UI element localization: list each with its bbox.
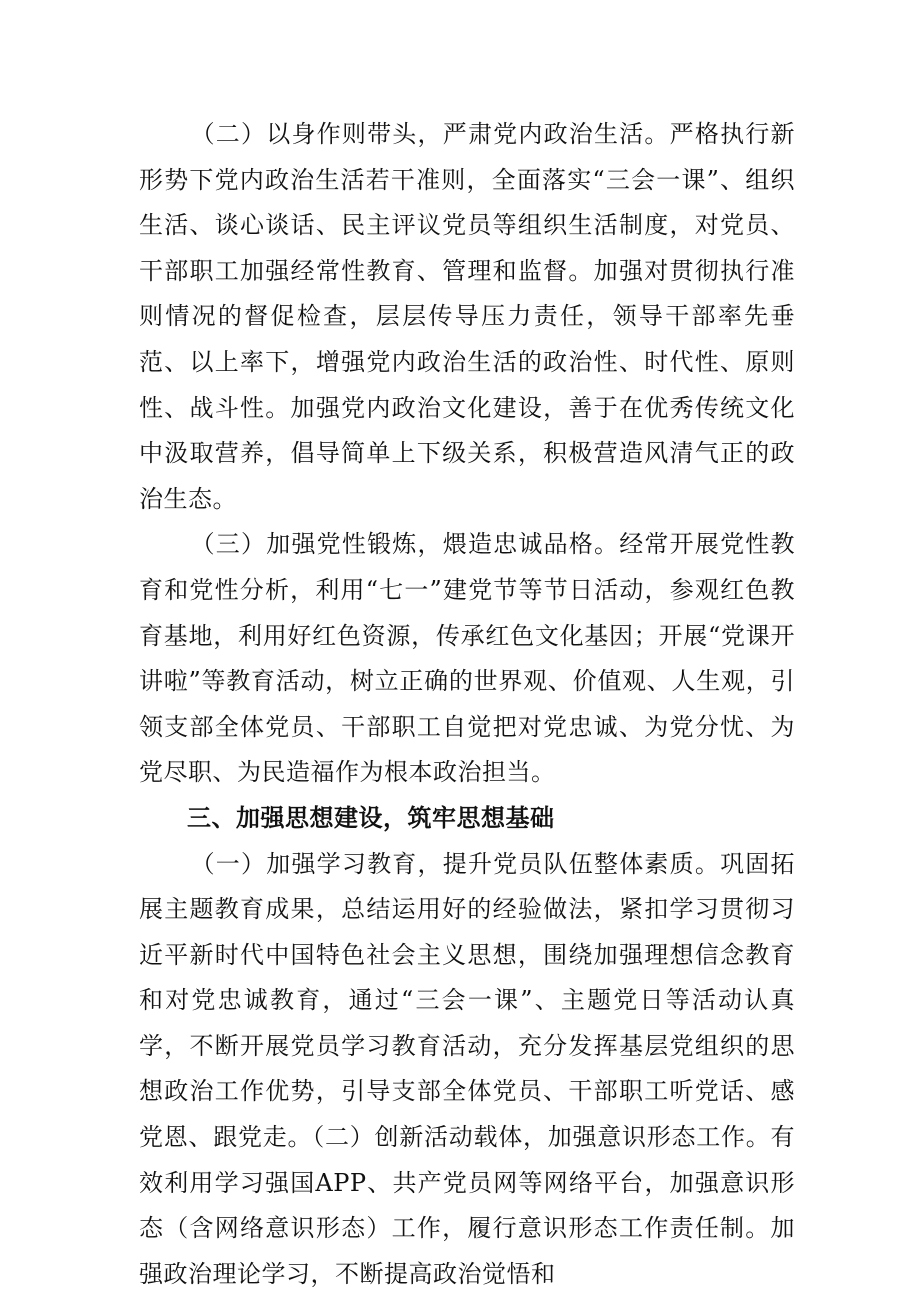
paragraph-study-education: （一）加强学习教育，提升党员队伍整体素质。巩固拓展主题教育成果，总结运用好的经验做法，紧扣学习贯彻习近平新时代中国特色社会主义思想，围绕加强理想信念教育和对党忠诚教育，通过“三会一课”、主题党日等活动认真学，不断开展党员学习教育活动，充分发挥基层党组织的思想政治工作优势，引导支部全体党员、干部职工听党话、感党恩、跟党走。（二）创新活动载体，加强意识形态工作。有效利用学习强国APP、共产党员网等网络平台，加强意识形态（含网络意识形态）工作，履行意识形态工作责任制。加强政治理论学习，不断提高政治觉悟和 (139, 849, 795, 1288)
document-body (139, 112, 795, 1297)
section-heading: 三、加强思想建设，筑牢思想基础 (187, 803, 555, 832)
paragraph-party-political-life: （二）以身作则带头，严肃党内政治生活。严格执行新形势下党内政治生活若干准则，全面落实“三会一课”、组织生活、谈心谈话、民主评议党员等组织生活制度，对党员、干部职工加强经常性教育、管理和监督。加强对贯彻执行准则情况的督促检查，层层传导压力责任，领导干部率先垂范、以上率下，增强党内政治生活的政治性、时代性、原则性、战斗性。加强党内政治文化建设，善于在优秀传统文化中汲取营养，倡导简单上下级关系，积极营造风清气正的政治生态。 (139, 120, 795, 513)
paragraph-party-spirit-training: （三）加强党性锻炼，煨造忠诚品格。经常开展党性教育和党性分析，利用“七一”建党节等节日活动，参观红色教育基地，利用好红色资源，传承红色文化基因；开展“党课开讲啦”等教育活动，树立正确的世界观、价值观、人生观，引领支部全体党员、干部职工自觉把对党忠诚、为党分忧、为党尽职、为民造福作为根本政治担当。 (139, 530, 795, 787)
